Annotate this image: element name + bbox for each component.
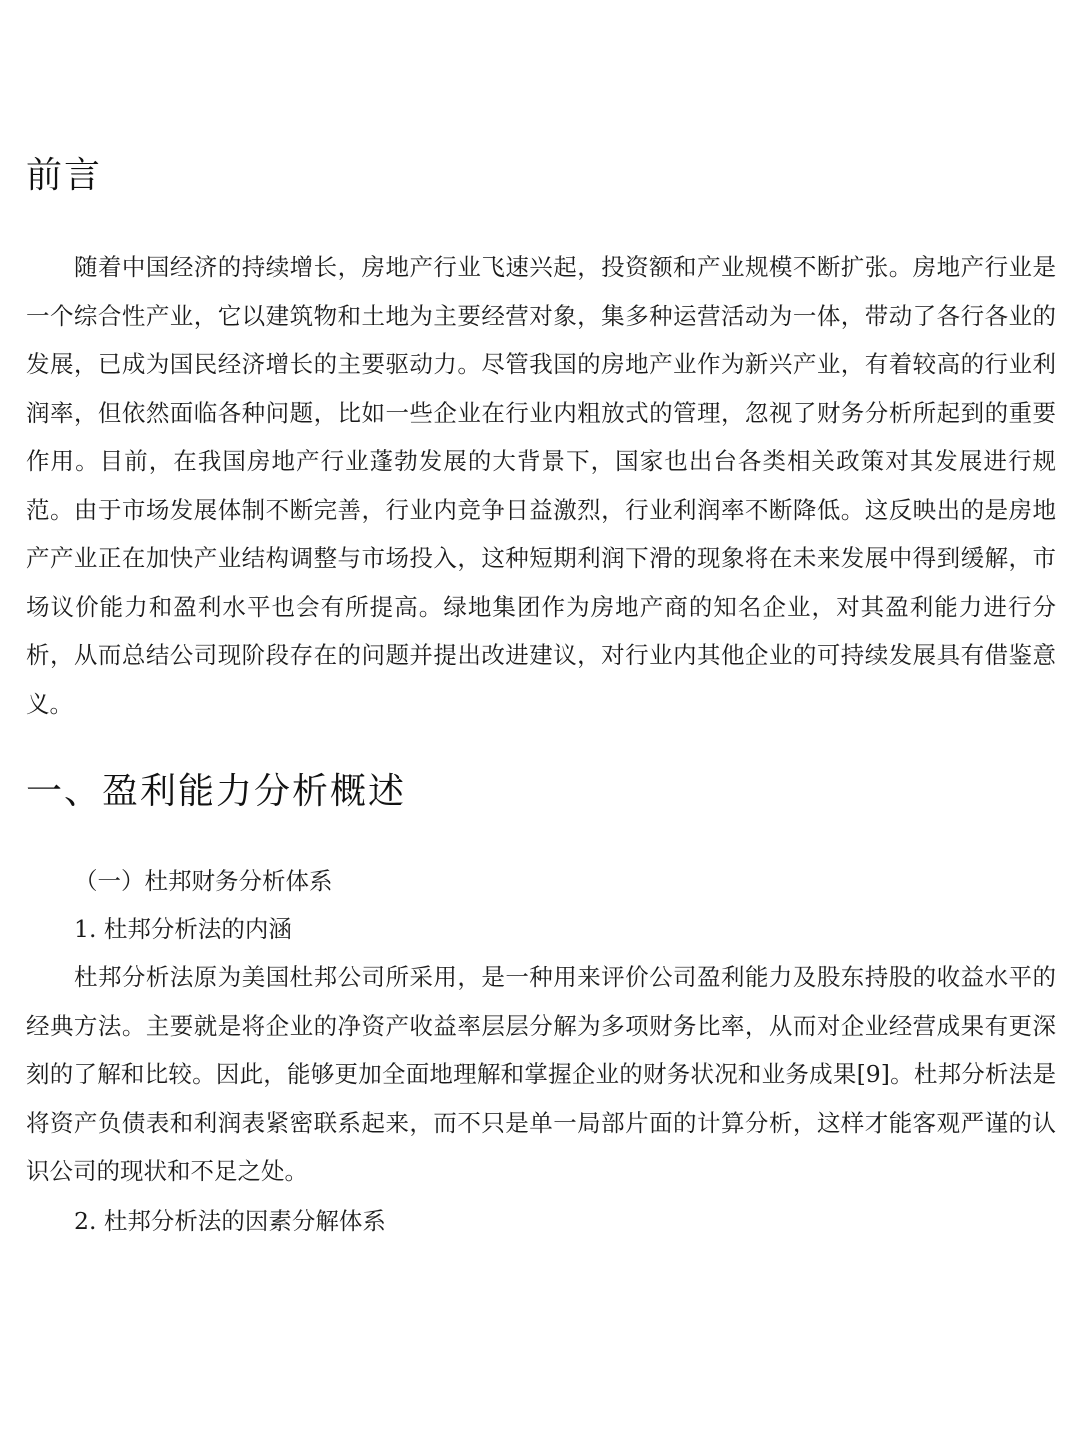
item1-heading: 1. 杜邦分析法的内涵 <box>74 915 292 943</box>
preface-paragraph: 随着中国经济的持续增长，房地产行业飞速兴起，投资额和产业规模不断扩张。房地产行业是一个综合性产业，它以建筑物和土地为主要经营对象，集多种运营活动为一体，带动了各行各业的发展，已成为国民经济增长的主要驱动力。尽管我国的房地产业作为新兴产业，有着较高的行业利润率，但依然面临各种问题，比如一些企业在行业内粗放式的管理，忽视了财务分析所起到的重要作用。目前，在我国房地产行业蓬勃发展的大背景下，国家也出台各类相关政策对其发展进行规范。由于市场发展体制不断完善，行业内竞争日益激烈，行业利润率不断降低。这反映出的是房地产产业正在加快产业结构调整与市场投入，这种短期利润下滑的现象将在未来发展中得到缓解，市场议价能力和盈利水平也会有所提高。绿地集团作为房地产商的知名企业，对其盈利能力进行分析，从而总结公司现阶段存在的问题并提出改进建议，对行业内其他企业的可持续发展具有借鉴意义。 <box>26 253 1056 718</box>
dupont-paragraph: 杜邦分析法原为美国杜邦公司所采用，是一种用来评价公司盈利能力及股东持股的收益水平的经典方法。主要就是将企业的净资产收益率层层分解为多项财务比率，从而对企业经营成果有更深刻的了解和比较。因此，能够更加全面地理解和掌握企业的财务状况和业务成果[9]。杜邦分析法是将资产负债表和利润表紧密联系起来，而不只是单一局部片面的计算分析，这样才能客观严谨的认识公司的现状和不足之处。 <box>26 963 1056 1185</box>
subsection-heading: （一）杜邦财务分析体系 <box>74 867 333 895</box>
section1-heading: 一、盈利能力分析概述 <box>26 771 407 812</box>
item2-heading: 2. 杜邦分析法的因素分解体系 <box>74 1207 386 1235</box>
preface-heading: 前言 <box>26 155 103 196</box>
